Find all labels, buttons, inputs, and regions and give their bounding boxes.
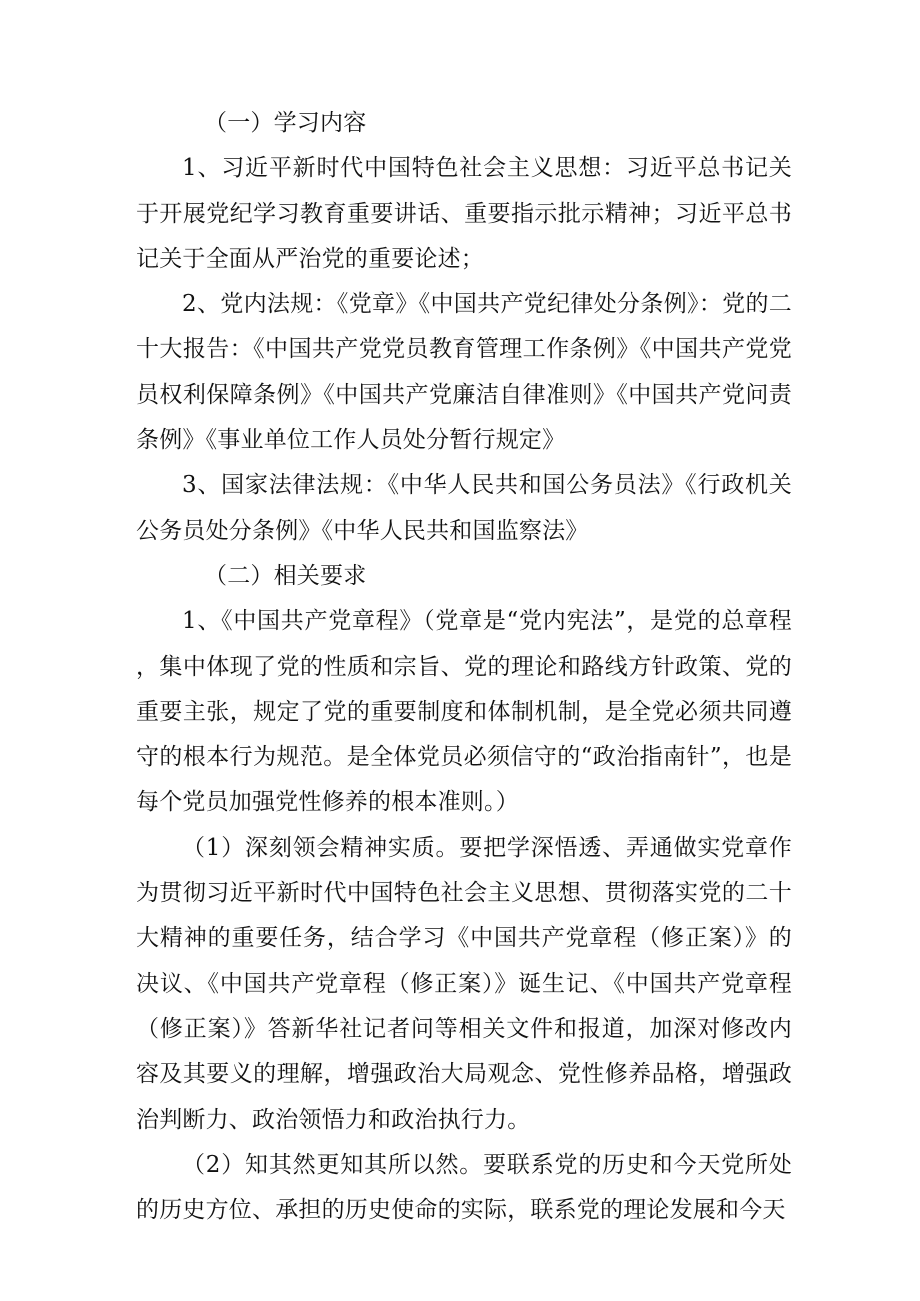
study-item-1: 1、习近平新时代中国特色社会主义思想：习近平总书记关于开展党纪学习教育重要讲话、重要指示批示精神；习近平总书记关于全面从严治党的重要论述；: [136, 155, 792, 272]
requirement-item-1: 1、《中国共产党章程》（党章是“党内宪法”，是党的总章程，集中体现了党的性质和宗旨、党的理论和路线方针政策、党的重要主张，规定了党的重要制度和体制机制，是全党必须共同遵守的根本行为规范。是全体党员必须信守的“政治指南针”，也是每个党员加强党性修养的根本准则。）: [136, 608, 792, 816]
study-item-3: 3、国家法律法规：《中华人民共和国公务员法》《行政机关公务员处分条例》《中华人民共和国监察法》: [136, 472, 792, 544]
study-item-2: 2、党内法规：《党章》《中国共产党纪律处分条例》：党的二十大报告：《中国共产党党员教育管理工作条例》《中国共产党党员权利保障条例》《中国共产党廉洁自律准则》《中国共产党问责条例》《事业单位工作人员处分暂行规定》: [136, 291, 792, 454]
requirement-subitem-1: （1）深刻领会精神实质。要把学深悟透、弄通做实党章作为贯彻习近平新时代中国特色社会主义思想、贯彻落实党的二十大精神的重要任务，结合学习《中国共产党章程（修正案）》的决议、《中国共产党章程（修正案）》诞生记、《中国共产党章程（修正案）》答新华社记者问等相关文件和报道，加深对修改内容及其要义的理解，增强政治大局观念、党性修养品格，增强政治判断力、政治领悟力和政治执行力。: [136, 834, 792, 1133]
document-body: [136, 101, 792, 1233]
section-heading-requirements: （二）相关要求: [204, 562, 367, 589]
section-heading-study-content: （一）学习内容: [204, 110, 367, 136]
requirement-subitem-2: （2）知其然更知其所以然。要联系党的历史和今天党所处的历史方位、承担的历史使命的实际，联系党的理论发展和今天: [136, 1151, 792, 1224]
